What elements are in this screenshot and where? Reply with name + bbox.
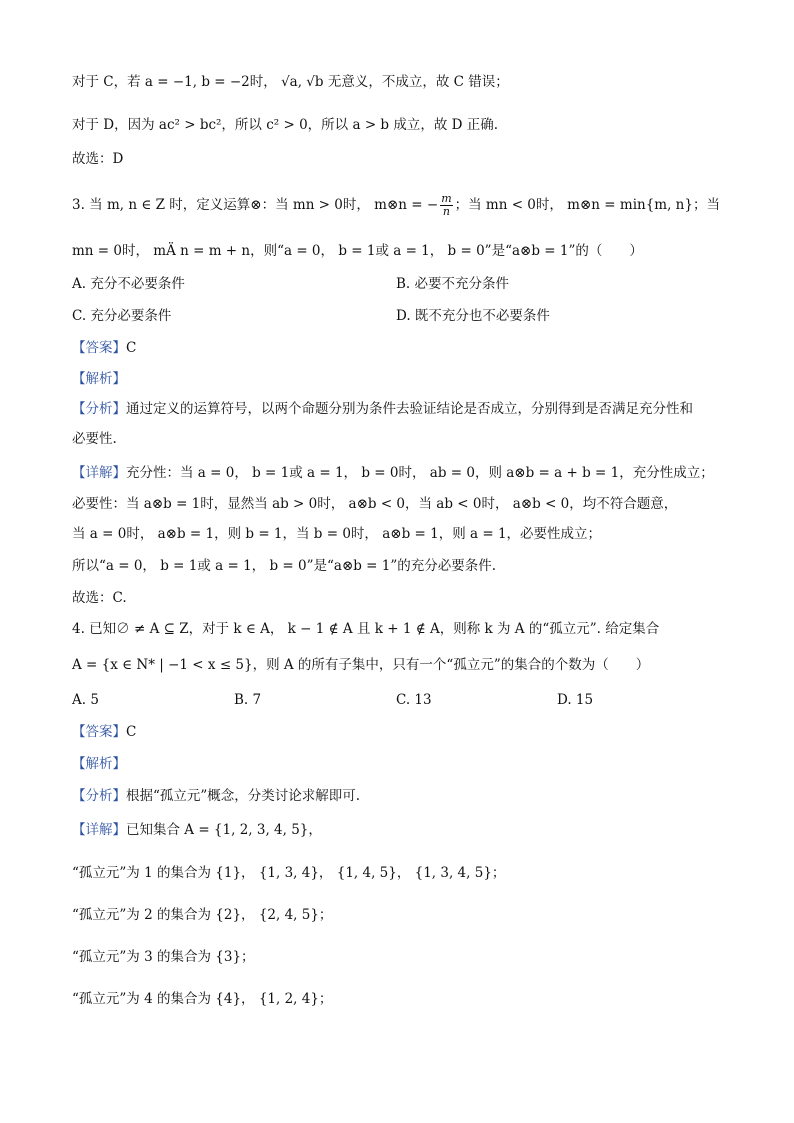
- detail-text: 已知集合 A = {1, 2, 3, 4, 5}，: [126, 822, 322, 838]
- answer-tag: 【答案】: [72, 724, 126, 740]
- text-span: 3. 当 m, n ∈ Z 时，定义运算⊗：当 mn > 0时， m⊗n = −: [72, 197, 439, 213]
- detail-text: 充分性：当 a = 0， b = 1或 a = 1， b = 0时， ab = 0，则 a⊗b = a + b = 1，充分性成立；: [126, 465, 714, 481]
- option-a: A. 5: [72, 692, 99, 708]
- answer-value: C: [126, 724, 137, 740]
- jiexi-tag: 【解析】: [72, 371, 126, 387]
- detail-tag: 【详解】: [72, 822, 126, 838]
- option-d: D. 既不充分也不必要条件: [396, 308, 550, 324]
- option-b: B. 必要不充分条件: [396, 276, 510, 292]
- answer-value: C: [126, 340, 137, 356]
- detail-line: [72, 463, 714, 483]
- option-c: C. 充分必要条件: [72, 308, 172, 324]
- text-line: A = {x ∈ N* | −1 < x ≤ 5}，则 A 的所有子集中，只有一个“孤立元”的集合的个数为（ ）: [72, 657, 650, 673]
- text-line: 故选：D: [72, 151, 124, 167]
- text-line: “孤立元”为 2 的集合为 {2}， {2, 4, 5}；: [72, 907, 333, 923]
- option-d: D. 15: [557, 692, 594, 708]
- analysis-tag: 【分析】: [72, 401, 126, 417]
- option-b: B. 7: [234, 692, 262, 708]
- analysis-line: [72, 786, 360, 806]
- fraction-denominator: n: [442, 205, 450, 218]
- option-a: A. 充分不必要条件: [72, 276, 185, 292]
- analysis-text: 通过定义的运算符号，以两个命题分别为条件去验证结论是否成立，分别得到是否满足充分性和: [126, 401, 693, 417]
- text-line: 对于 D，因为 ac² > bc²，所以 c² > 0，所以 a > b 成立，故 D 正确.: [72, 117, 499, 133]
- text-line: “孤立元”为 1 的集合为 {1}， {1, 3, 4}， {1, 4, 5}， {1, 3, 4, 5}；: [72, 865, 506, 881]
- text-line: 故选：C.: [72, 590, 127, 606]
- answer-tag: 【答案】: [72, 340, 126, 356]
- text-line: “孤立元”为 3 的集合为 {3}；: [72, 949, 255, 965]
- jiexi-tag: 【解析】: [72, 756, 126, 772]
- text-span: ；当 mn < 0时， m⊗n = min{m, n}；当: [454, 197, 720, 213]
- answer-line: [72, 338, 136, 358]
- option-c: C. 13: [396, 692, 432, 708]
- detail-line: [72, 820, 322, 840]
- analysis-line: [72, 399, 693, 419]
- analysis-text: 根据“孤立元”概念，分类讨论求解即可.: [126, 788, 361, 804]
- text-line: 当 a = 0时， a⊗b = 1，则 b = 1，当 b = 0时， a⊗b = 1，则 a = 1，必要性成立；: [72, 526, 602, 542]
- analysis-tag: 【分析】: [72, 788, 126, 804]
- fraction-numerator: m: [441, 192, 452, 205]
- text-line: 所以“a = 0， b = 1或 a = 1， b = 0”是“a⊗b = 1”的充分必要条件.: [72, 558, 497, 574]
- fraction: [440, 193, 452, 218]
- text-line: 必要性.: [72, 431, 117, 447]
- text-line: 必要性：当 a⊗b = 1时，显然当 ab > 0时， a⊗b < 0，当 ab < 0时， a⊗b < 0，均不符合题意，: [72, 496, 678, 512]
- question-3-stem: [72, 193, 720, 218]
- answer-line: [72, 722, 136, 742]
- detail-tag: 【详解】: [72, 465, 126, 481]
- question-4-stem: 4. 已知∅ ≠ A ⊆ Z，对于 k ∈ A， k − 1 ∉ A 且 k + 1 ∉ A，则称 k 为 A 的“孤立元”. 给定集合: [72, 621, 660, 637]
- text-line: 对于 C，若 a = −1, b = −2时， √a, √b 无意义，不成立，故 C 错误；: [72, 74, 509, 90]
- text-line: mn = 0时， mÄ n = m + n，则“a = 0， b = 1或 a = 1， b = 0”是“a⊗b = 1”的（ ）: [72, 243, 643, 259]
- text-line: “孤立元”为 4 的集合为 {4}， {1, 2, 4}；: [72, 991, 333, 1007]
